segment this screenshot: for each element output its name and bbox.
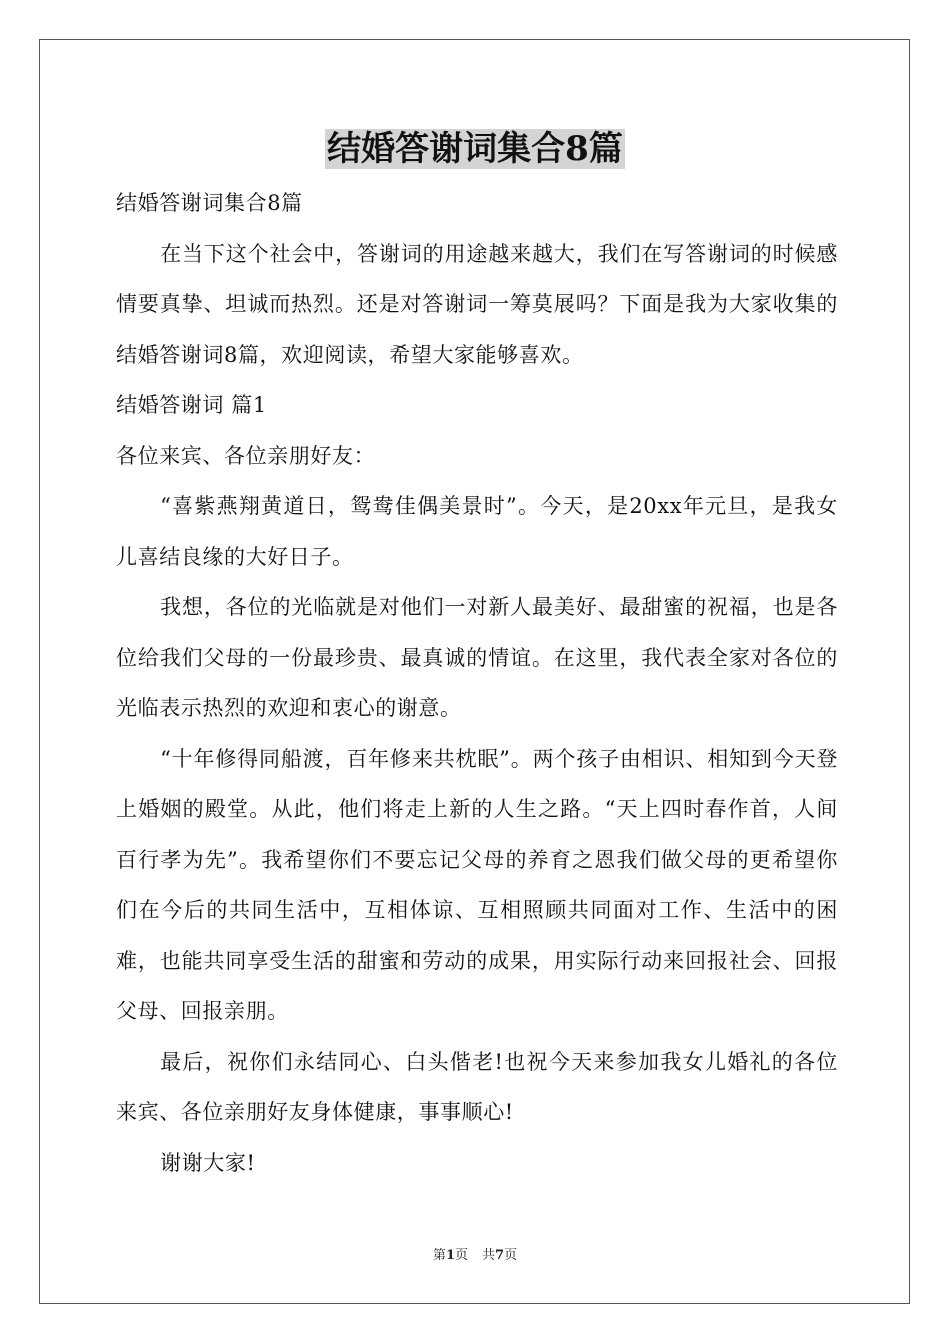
document-body: [116, 178, 838, 1188]
paragraph: 结婚答谢词集合8篇: [116, 191, 303, 215]
paragraph: 谢谢大家!: [160, 1150, 256, 1175]
document-title-text: 结婚答谢词集合8篇: [327, 129, 623, 169]
paragraph: 结婚答谢词 篇1: [116, 393, 267, 417]
page-suffix: 页: [454, 1248, 468, 1263]
paragraph: “喜紫燕翔黄道日，鸳鸯佳偶美景时”。今天，是20xx年元旦，是我女儿喜结良缘的大好日子。: [116, 494, 838, 569]
total-page-number: 7: [495, 1248, 505, 1263]
current-page-number: 1: [445, 1248, 455, 1263]
paragraph: 各位来宾、各位亲朋好友：: [116, 443, 376, 468]
page-prefix: 第: [432, 1248, 446, 1263]
paragraph: 在当下这个社会中，答谢词的用途越来越大，我们在写答谢词的时候感情要真挚、坦诚而热烈。还是对答谢词一筹莫展吗？下面是我为大家收集的结婚答谢词8篇，欢迎阅读，希望大家能够喜欢。: [116, 241, 838, 367]
paragraph: “十年修得同船渡，百年修来共枕眠”。两个孩子由相识、相知到今天登上婚姻的殿堂。从此，他们将走上新的人生之路。“天上四时春作首，人间百行孝为先”。我希望你们不要忘记父母的养育之恩我们做父母的更希望你们在今后的共同生活中，互相体谅、互相照顾共同面对工作、生活中的困难，也能共同享受生活的甜蜜和劳动的成果，用实际行动来回报社会、回报父母、回报亲朋。: [116, 746, 838, 1023]
paragraph: 我想，各位的光临就是对他们一对新人最美好、最甜蜜的祝福，也是各位给我们父母的一份最珍贵、最真诚的情谊。在这里，我代表全家对各位的光临表示热烈的欢迎和衷心的谢意。: [116, 595, 838, 720]
total-suffix: 页: [504, 1248, 518, 1263]
page-footer: [0, 1247, 950, 1265]
paragraph: 最后，祝你们永结同心、白头偕老!也祝今天来参加我女儿婚礼的各位来宾、各位亲朋好友身体健康，事事顺心!: [116, 1049, 838, 1124]
total-prefix: 共: [482, 1248, 496, 1263]
document-title: [0, 126, 950, 172]
